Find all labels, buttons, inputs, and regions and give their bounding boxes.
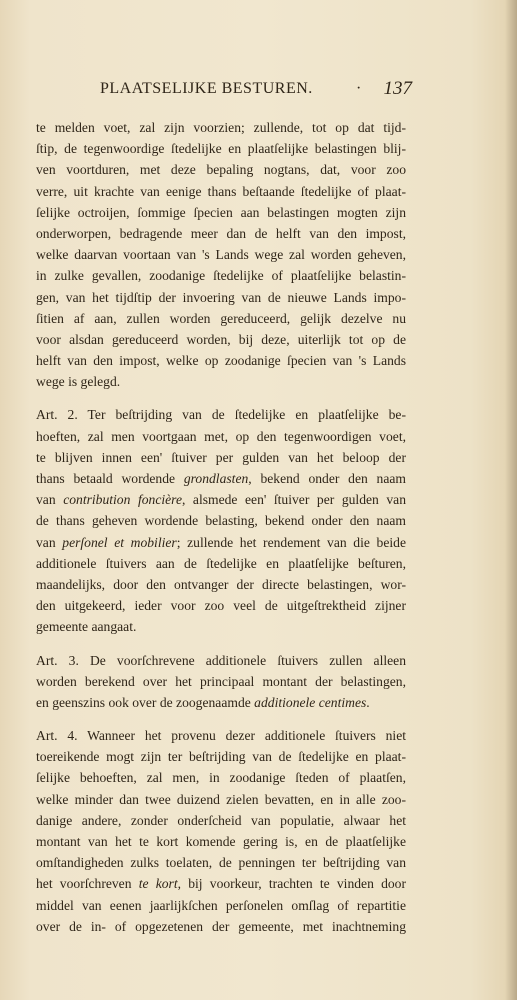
italic-term: contribution foncière	[63, 492, 182, 508]
text-line: welke minder dan twee duizend zielen bevatten, en in alle zoo-	[36, 791, 406, 807]
text-line: den uitgekeerd, ieder voor zoo veel de uitgeſtrektheid zijner	[36, 598, 406, 614]
text-line: van contribution foncière, alsmede een' ſtuiver per gulden van	[36, 492, 406, 508]
italic-term: additionele centimes	[254, 694, 367, 710]
article-2	[36, 404, 406, 637]
text-line: wege is gelegd.	[36, 374, 121, 390]
text-line: danige andere, zonder onderſcheid van populatie, alwaar het	[36, 812, 406, 828]
text-line: ſelijke octroijen, ſommige ſpecien aan belastingen mogten zijn	[36, 204, 406, 220]
text-line: ven voortduren, met deze bepaling nogtans, dat, voor zoo	[36, 162, 406, 178]
text-line: verre, uit krachte van eenige thans beſtaande ſtedelijke of plaat-	[36, 183, 406, 199]
text-line: te blijven innen een' ſtuiver per gulden van het beloop der	[36, 449, 406, 465]
page-header	[100, 80, 412, 102]
text-line: helft van den impost, welke op zoodanige ſpecien van 's Lands	[36, 353, 406, 369]
text-line: en geenszins ook over de zoogenaamde additionele centimes.	[36, 694, 370, 710]
text-line: voor alsdan gereduceerd worden, bij deze, uiterlijk tot op de	[36, 331, 406, 347]
text-line: onderworpen, bedragende meer dan de helft van den impost,	[36, 225, 406, 241]
text-line: het voorſchreven te kort, bij voorkeur, trachten te vinden door	[36, 876, 406, 892]
text-line: in zulke gevallen, zoodanige ſtedelijke of plaatſelijke belastin-	[36, 268, 406, 284]
text-line: gen, van het tijdſtip der invoering van de nieuwe Lands impo-	[36, 289, 406, 305]
text-line: te melden voet, zal zijn voorzien; zullende, tot op dat tijd-	[36, 120, 406, 135]
text-body	[36, 117, 406, 949]
text-line: maandelijks, door den ontvanger der directe belastingen, wor-	[36, 576, 406, 592]
text-line: over de in- of opgezetenen der gemeente, met inachtneming	[36, 918, 406, 934]
text-line: ſelijke behoeften, zal men, in zoodanige ſteden of plaatſen,	[36, 770, 406, 786]
text-line: Art. 3. De voorſchrevene additionele ſtuivers zullen alleen	[36, 652, 406, 668]
text-line: middel van eenen jaarlijkſchen perſonelen omſlag of repartitie	[36, 897, 406, 913]
text-line: montant van het te kort komende gering is, en de plaatſelijke	[36, 834, 406, 849]
text-line: ſtip, de tegenwoordige ſtedelijke en plaatſelijke belastingen blij-	[36, 141, 406, 157]
text-line: de thans geheven wordende belasting, bekend onder den naam	[36, 513, 406, 529]
text-line: welke daarvan voortaan van 's Lands wege zal worden geheven,	[36, 247, 406, 263]
header-dot: ·	[356, 80, 362, 97]
italic-term: te kort	[138, 876, 178, 892]
italic-term: grondlasten	[183, 471, 249, 486]
article-3	[36, 650, 406, 714]
paragraph-1	[36, 117, 406, 392]
text-line: additionele ſtuivers aan de ſtedelijke en plaatſelijke beſturen,	[36, 555, 406, 571]
text-line: toereikende mogt zijn ter beſtrijding van de ſtedelijke en plaat-	[36, 749, 406, 765]
text-line: worden berekend over het principaal montant der belastingen,	[36, 673, 406, 689]
text-line: gemeente aangaat.	[36, 619, 137, 635]
running-title: PLAATSELIJKE BESTUREN.	[100, 80, 313, 97]
page-edge-shadow	[505, 0, 517, 1000]
text-line: van perſonel et mobilier; zullende het rendement van die beide	[36, 534, 406, 550]
text-line: thans betaald wordende grondlasten, bekend onder den naam	[36, 471, 406, 486]
article-4	[36, 725, 406, 937]
text-line: Art. 4. Wanneer het provenu dezer additionele ſtuivers niet	[36, 728, 406, 744]
page-number: 137	[383, 78, 412, 99]
text-line: hoeften, zal men voortgaan met, op den tegenwoordigen voet,	[36, 428, 406, 444]
text-line: omſtandigheden zulks toelaten, de penningen ter beſtrijding van	[36, 855, 406, 871]
text-line: ſitien af aan, zullen worden gereduceerd, gelijk dezelve nu	[36, 310, 406, 326]
text-line: Art. 2. Ter beſtrijding van de ſtedelijke en plaatſelijke be-	[36, 407, 406, 423]
italic-term: perſonel et mobilier	[62, 534, 177, 550]
